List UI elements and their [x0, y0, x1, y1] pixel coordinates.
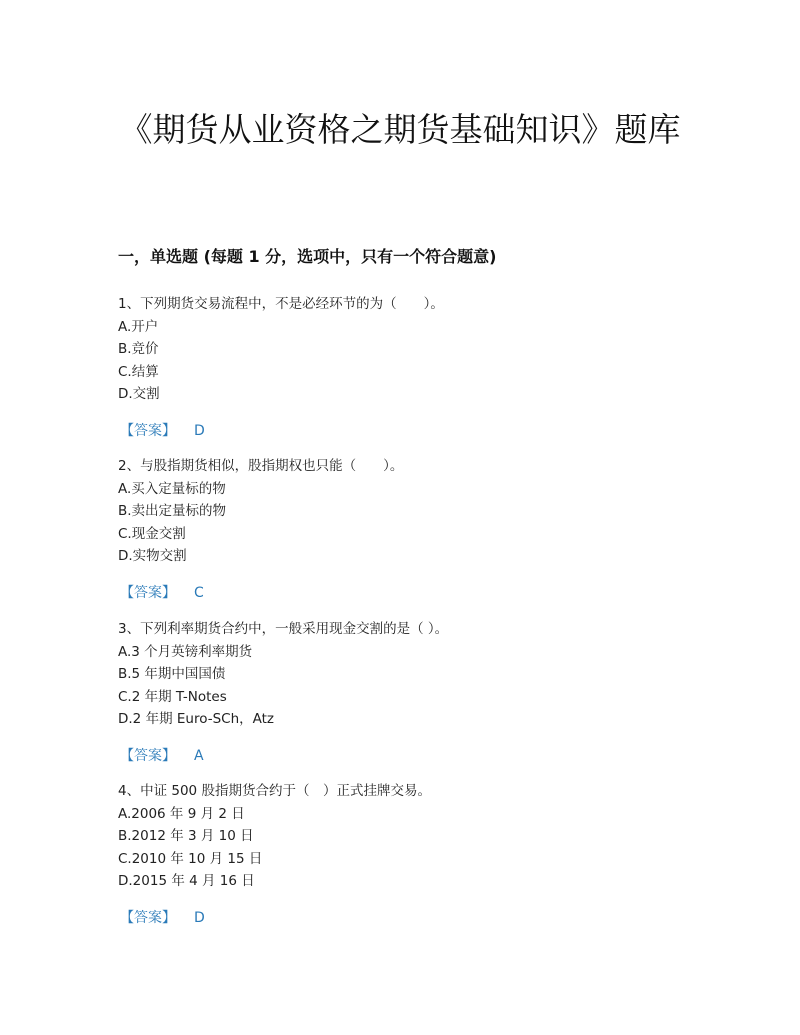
answer-label: 【答案】 — [120, 909, 176, 926]
question-stem: 2、与股指期货相似，股指期权也只能（ ）。 — [118, 458, 404, 474]
answer-row — [118, 907, 718, 929]
answer-label: 【答案】 — [120, 422, 176, 439]
option-c: C.2010 年 10 月 15 日 — [118, 850, 263, 867]
question-2 — [118, 455, 718, 604]
option-d: D.2015 年 4 月 16 日 — [118, 873, 255, 889]
answer-row — [118, 745, 718, 767]
question-stem: 3、下列利率期货合约中，一般采用现金交割的是（ ）。 — [118, 621, 449, 637]
question-4 — [118, 780, 718, 929]
option-c: C.2 年期 T-Notes — [118, 688, 227, 705]
question-stem: 4、中证 500 股指期货合约于（ ）正式挂牌交易。 — [118, 783, 431, 799]
option-d: D.交割 — [118, 386, 160, 402]
option-d: D.实物交割 — [118, 548, 187, 564]
option-b: B.5 年期中国国债 — [118, 666, 226, 682]
option-c: C.现金交割 — [118, 525, 186, 542]
answer-value: D — [194, 909, 205, 926]
option-a: A.3 个月英镑利率期货 — [118, 643, 253, 660]
option-b: B.卖出定量标的物 — [118, 503, 227, 519]
answer-value: D — [194, 422, 205, 439]
answer-label: 【答案】 — [120, 584, 176, 601]
option-b: B.竞价 — [118, 341, 159, 357]
section-heading: 一，单选题 (每题 1 分，选项中，只有一个符合题意) — [118, 247, 497, 266]
answer-row — [118, 582, 718, 604]
question-3 — [118, 618, 718, 767]
answer-row — [118, 420, 718, 442]
document-title: 《期货从业资格之期货基础知识》题库 — [119, 110, 681, 149]
option-a: A.2006 年 9 月 2 日 — [118, 805, 245, 822]
option-b: B.2012 年 3 月 10 日 — [118, 828, 254, 844]
option-a: A.买入定量标的物 — [118, 480, 226, 497]
question-stem: 1、下列期货交易流程中，不是必经环节的为（ ）。 — [118, 296, 444, 312]
answer-label: 【答案】 — [120, 747, 176, 764]
option-d: D.2 年期 Euro-SCh，Atz — [118, 711, 275, 727]
option-a: A.开户 — [118, 318, 159, 335]
option-c: C.结算 — [118, 363, 159, 380]
answer-value: C — [194, 584, 204, 601]
answer-value: A — [194, 747, 204, 764]
question-1 — [118, 293, 718, 442]
